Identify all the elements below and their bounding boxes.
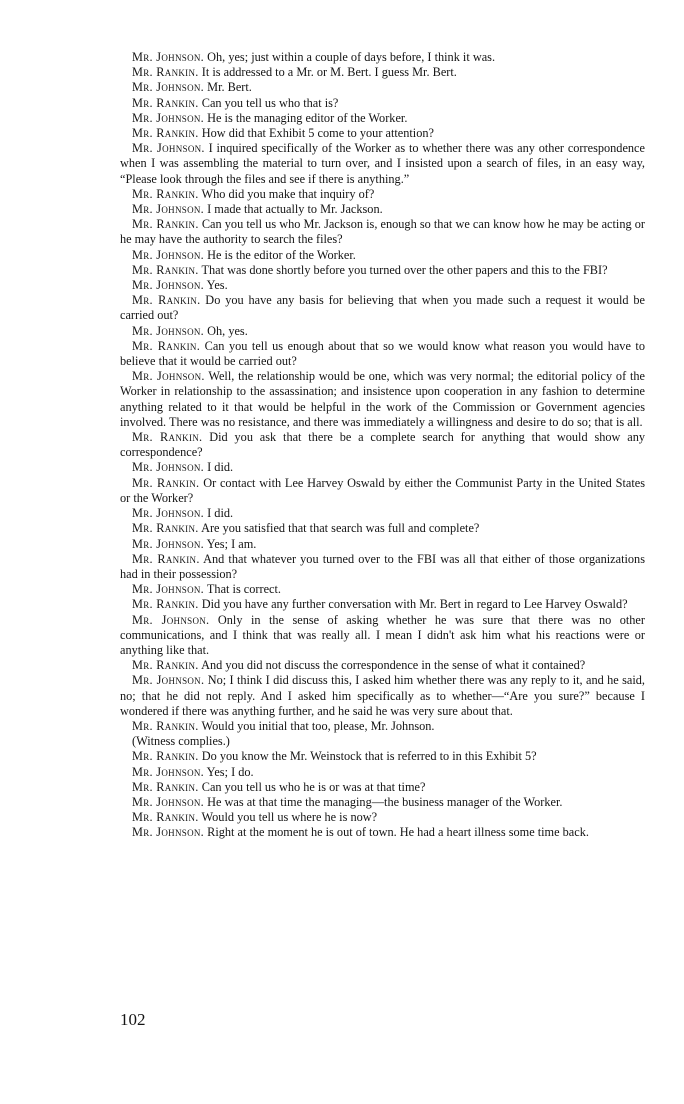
transcript-paragraph	[120, 810, 645, 825]
speech-text: Oh, yes.	[204, 323, 248, 338]
speaker-name: Mr. Johnson.	[132, 110, 205, 125]
transcript-paragraph	[120, 324, 645, 339]
speech-text: Can you tell us who Mr. Jackson is, enough so that we can know how he may be acting or he may have the authority to search the files?	[120, 217, 645, 247]
speech-text: I inquired specifically of the Worker as to whether there was any other correspondence when I was assembling the material to turn over, and I insisted upon a search of files, in an easy way, “Please look through the files and see if there is anything.”	[120, 141, 645, 186]
speaker-name: Mr. Rankin.	[132, 810, 199, 825]
speaker-name: Mr. Rankin.	[132, 749, 199, 764]
transcript-paragraph	[120, 673, 645, 719]
speech-text: Well, the relationship would be one, which was very normal; the editorial policy of the Worker in relationship to the assassination; and insistence upon cooperation in any fashion to determine anything related to it that would be helpful in the work of the Commission or Government agencies involved. There was no resistance, and there was immediately a willingness and desire to do so; that is all.	[120, 369, 645, 429]
transcript-paragraph	[120, 521, 645, 536]
speech-text: He is the editor of the Worker.	[204, 247, 356, 262]
transcript-paragraph	[120, 476, 645, 506]
transcript-paragraph	[120, 765, 645, 780]
speech-text: Would you initial that too, please, Mr. Johnson.	[198, 718, 435, 733]
speaker-name: Mr. Johnson.	[132, 825, 205, 840]
transcript-paragraph	[120, 597, 645, 612]
speaker-name: Mr. Johnson.	[132, 141, 205, 156]
speech-text: Can you tell us who he is or was at that time?	[198, 779, 426, 794]
speech-text: He is the managing editor of the Worker.	[204, 110, 408, 125]
speaker-name: Mr. Rankin.	[132, 658, 199, 673]
speaker-name: Mr. Rankin.	[132, 475, 200, 490]
transcript-paragraph	[120, 202, 645, 217]
transcript-paragraph	[120, 65, 645, 80]
speech-text: That is correct.	[204, 582, 282, 597]
speech-text: No; I think I did discuss this, I asked him whether there was any reply to it, and he said, no; that he did not reply. And I asked him specifically as to whether—“Are you sure?” because I wondered if there was anything further, and he said he was very sure about that.	[120, 673, 645, 718]
speaker-name: Mr. Johnson.	[132, 536, 205, 551]
transcript-paragraph	[120, 719, 645, 734]
speech-text: And that whatever you turned over to the FBI was all that either of those organizations had in their possession?	[120, 551, 645, 581]
speech-text: Would you tell us where he is now?	[198, 810, 378, 825]
speech-text: (Witness complies.)	[132, 734, 230, 749]
transcript-paragraph	[120, 460, 645, 475]
page-number: 102	[120, 1010, 146, 1029]
transcript-paragraph	[120, 825, 645, 840]
transcript-paragraph	[120, 430, 645, 460]
transcript-paragraph	[120, 263, 645, 278]
speaker-name: Mr. Rankin.	[132, 262, 199, 277]
transcript-paragraph	[120, 506, 645, 521]
speaker-name: Mr. Johnson.	[132, 612, 210, 627]
speaker-name: Mr. Johnson.	[132, 247, 205, 262]
transcript-paragraph	[120, 187, 645, 202]
transcript-paragraph	[120, 552, 645, 582]
transcript-page	[120, 50, 645, 841]
speech-text: Yes.	[204, 278, 228, 293]
speech-text: Only in the sense of asking whether he was sure that there was no other communications, and I think that was really all. I mean I didn't ask him what his reactions were or anything like that.	[120, 612, 645, 657]
speaker-name: Mr. Johnson.	[132, 582, 205, 597]
speech-text: Mr. Bert.	[204, 80, 252, 95]
speaker-name: Mr. Rankin.	[132, 217, 199, 232]
speech-text: Can you tell us enough about that so we would know what reason you would have to believe that it would be carried out?	[120, 338, 645, 369]
speaker-name: Mr. Rankin.	[132, 126, 199, 141]
speech-text: Are you satisfied that that search was full and complete?	[198, 521, 480, 536]
speaker-name: Mr. Johnson.	[132, 323, 205, 338]
transcript-paragraph	[120, 278, 645, 293]
transcript-paragraph	[120, 248, 645, 263]
speech-text: I did.	[204, 506, 234, 521]
transcript-paragraph	[120, 50, 645, 65]
speech-text: He was at that time the managing—the business manager of the Worker.	[204, 794, 563, 809]
speech-text: That was done shortly before you turned over the other papers and this to the FBI?	[198, 262, 608, 277]
speaker-name: Mr. Johnson.	[132, 278, 205, 293]
speaker-name: Mr. Johnson.	[132, 50, 205, 64]
transcript-paragraph	[120, 96, 645, 111]
speech-text: Do you know the Mr. Weinstock that is referred to in this Exhibit 5?	[198, 749, 537, 764]
speaker-name: Mr. Johnson.	[132, 506, 205, 521]
transcript-paragraph	[120, 141, 645, 187]
transcript-paragraph	[120, 780, 645, 795]
speech-text: Do you have any basis for believing that when you made such a request it would be carried out?	[120, 293, 645, 323]
speaker-name: Mr. Rankin.	[132, 95, 199, 110]
speaker-name: Mr. Johnson.	[132, 369, 205, 384]
speaker-name: Mr. Rankin.	[132, 779, 199, 794]
speech-text: I made that actually to Mr. Jackson.	[204, 202, 383, 217]
speech-text: Or contact with Lee Harvey Oswald by either the Communist Party in the United States or the Worker?	[120, 475, 645, 505]
transcript-paragraph	[120, 658, 645, 673]
speaker-name: Mr. Rankin.	[132, 551, 200, 566]
transcript-paragraph	[120, 749, 645, 764]
speech-text: Did you ask that there be a complete search for anything that would show any correspondence?	[120, 430, 645, 460]
speaker-name: Mr. Johnson.	[132, 794, 205, 809]
speaker-name: Mr. Rankin.	[132, 718, 199, 733]
transcript-paragraph	[120, 795, 645, 810]
transcript-paragraph	[120, 217, 645, 247]
speaker-name: Mr. Johnson.	[132, 202, 205, 217]
transcript-paragraph	[120, 111, 645, 126]
speech-text: Yes; I do.	[204, 764, 254, 779]
speech-text: It is addressed to a Mr. or M. Bert. I guess Mr. Bert.	[198, 65, 457, 80]
speaker-name: Mr. Rankin.	[132, 338, 201, 353]
transcript-paragraph	[120, 339, 645, 369]
speech-text: Can you tell us who that is?	[198, 95, 339, 110]
speaker-name: Mr. Rankin.	[132, 186, 199, 201]
speech-text: I did.	[204, 460, 234, 475]
transcript-paragraph	[120, 582, 645, 597]
transcript-paragraph	[120, 613, 645, 659]
speech-text: Oh, yes; just within a couple of days before, I think it was.	[204, 50, 496, 64]
transcript-paragraph	[120, 293, 645, 323]
transcript-paragraph	[120, 537, 645, 552]
speaker-name: Mr. Johnson.	[132, 460, 205, 475]
speech-text: Right at the moment he is out of town. He had a heart illness some time back.	[204, 825, 589, 840]
speech-text: And you did not discuss the correspondence in the sense of what it contained?	[198, 658, 586, 673]
speaker-name: Mr. Johnson.	[132, 80, 205, 95]
speaker-name: Mr. Rankin.	[132, 430, 203, 445]
speaker-name: Mr. Johnson.	[132, 673, 205, 688]
speech-text: Did you have any further conversation with Mr. Bert in regard to Lee Harvey Oswald?	[198, 597, 628, 612]
speaker-name: Mr. Rankin.	[132, 597, 199, 612]
speech-text: How did that Exhibit 5 come to your attention?	[198, 126, 434, 141]
speech-text: Yes; I am.	[204, 536, 257, 551]
transcript-paragraph	[120, 126, 645, 141]
transcript-paragraph	[120, 369, 645, 430]
speaker-name: Mr. Johnson.	[132, 764, 205, 779]
speaker-name: Mr. Rankin.	[132, 521, 199, 536]
stage-direction	[120, 734, 645, 749]
speech-text: Who did you make that inquiry of?	[198, 186, 375, 201]
speaker-name: Mr. Rankin.	[132, 65, 199, 80]
speaker-name: Mr. Rankin.	[132, 293, 201, 308]
transcript-paragraph	[120, 80, 645, 95]
